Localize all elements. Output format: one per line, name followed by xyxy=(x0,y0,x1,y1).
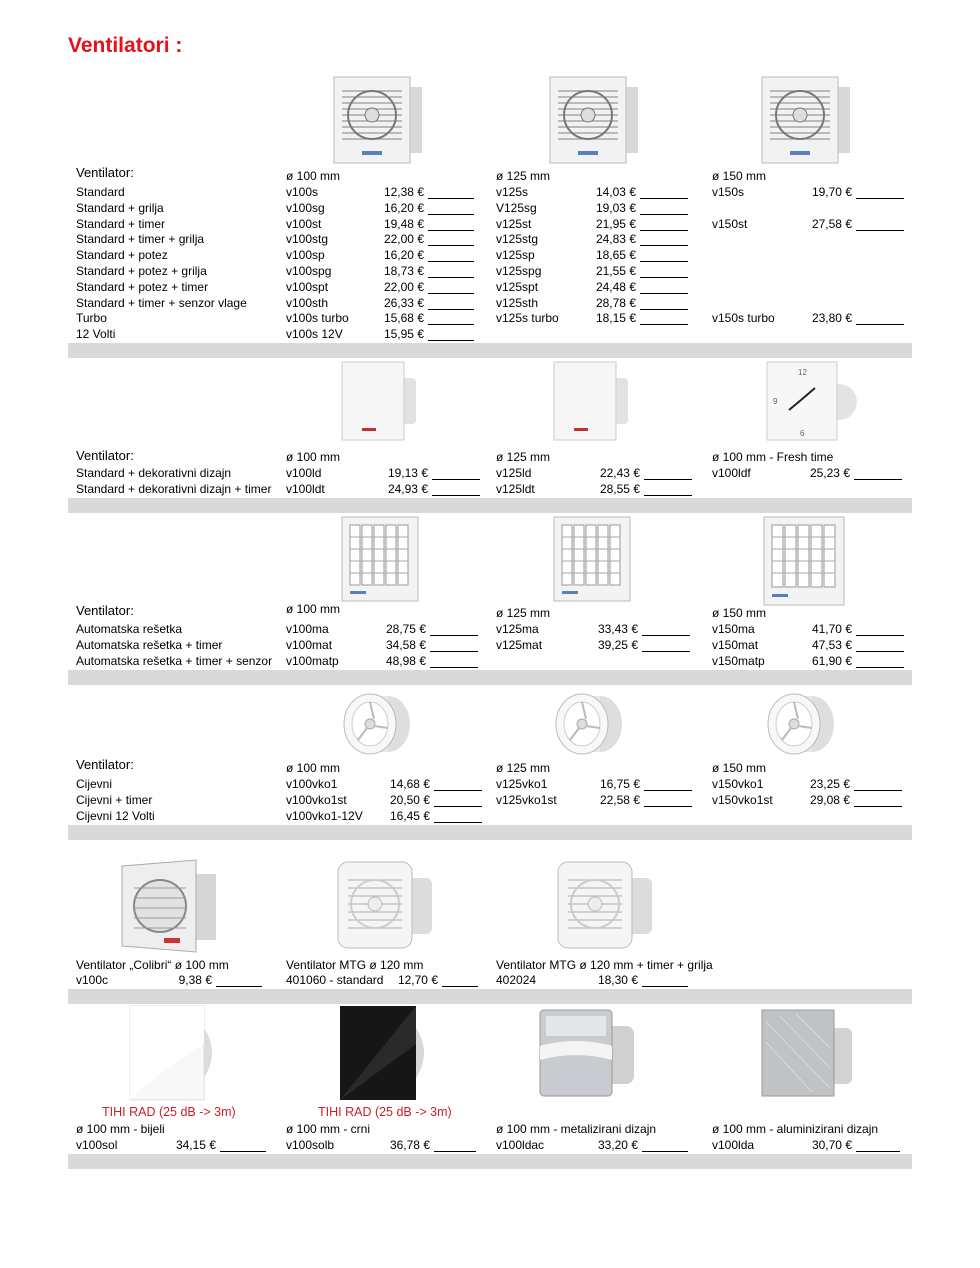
order-blank xyxy=(644,479,692,480)
product-price: 22,43 € xyxy=(599,466,640,480)
product-price: 19,70 € xyxy=(811,185,852,199)
product-price: 21,95 € xyxy=(595,216,636,231)
fan-aluminium-design-image xyxy=(760,1008,856,1100)
product-price: 25,23 € xyxy=(809,466,850,480)
product-code: v150matp xyxy=(712,654,765,668)
product-price: 19,13 € xyxy=(387,466,428,480)
product-price: 15,95 € xyxy=(383,327,424,342)
product-code: v100c xyxy=(76,973,109,987)
product-code: v125spt xyxy=(496,279,539,294)
product-code: v100vko1-12V xyxy=(286,809,363,823)
order-blank xyxy=(434,790,482,791)
product-price: 29,08 € xyxy=(809,793,850,807)
product-code: v150s turbo xyxy=(712,311,775,326)
row-label: Automatska rešetka + timer xyxy=(76,638,223,652)
order-blank xyxy=(644,806,692,807)
order-blank xyxy=(216,986,262,987)
section-divider xyxy=(68,1154,912,1169)
product-code: v125vko1 xyxy=(496,777,548,791)
product-name: ø 100 mm - aluminizirani dizajn xyxy=(712,1122,879,1136)
product-code: v100solb xyxy=(286,1138,335,1152)
fan-decorative-125-image xyxy=(552,360,632,444)
column-size: ø 100 mm xyxy=(286,761,341,775)
product-code: v125s xyxy=(496,185,529,199)
row-label: Automatska rešetka + timer + senzor xyxy=(76,654,273,668)
order-blank xyxy=(856,651,904,652)
order-blank xyxy=(640,261,688,262)
product-code: v125stg xyxy=(496,232,539,247)
product-price: 28,75 € xyxy=(385,622,426,636)
row-label: Standard + grilja xyxy=(76,200,164,215)
row-label: Standard + timer + senzor vlage xyxy=(76,295,247,310)
order-blank xyxy=(644,790,692,791)
product-name: ø 100 mm - metalizirani dizajn xyxy=(496,1122,657,1136)
section-header: Ventilator: xyxy=(76,448,134,463)
product-price: 30,70 € xyxy=(811,1138,852,1152)
svg-text:12: 12 xyxy=(798,368,807,377)
section-divider xyxy=(68,670,912,685)
column-size: ø 100 mm xyxy=(286,450,341,464)
product-price: 9,38 € xyxy=(178,973,212,987)
product-price: 15,68 € xyxy=(383,311,424,326)
product-code: v125sp xyxy=(496,248,535,263)
product-code: v100spt xyxy=(286,279,329,294)
product-price: 16,45 € xyxy=(389,809,430,823)
svg-text:9: 9 xyxy=(773,397,778,406)
fan-decorative-100-image xyxy=(340,360,420,444)
product-code: v125spg xyxy=(496,264,542,278)
order-blank xyxy=(640,214,688,215)
product-code: v100sg xyxy=(286,200,325,215)
product-price: 12,70 € xyxy=(397,973,438,987)
product-name: Ventilator MTG ø 120 mm + timer + grilja xyxy=(496,958,713,972)
row-label: Standard + potez xyxy=(76,248,168,263)
product-code: v100sol xyxy=(76,1138,118,1152)
product-code: v150s xyxy=(712,185,745,199)
row-label: Turbo xyxy=(76,311,107,326)
page-title: Ventilatori : xyxy=(68,34,183,57)
product-code: v125ma xyxy=(496,622,539,636)
silent-operation-note: TIHI RAD (25 dB -> 3m) xyxy=(102,1105,236,1119)
product-code: v100ma xyxy=(286,622,329,636)
product-code: v100mat xyxy=(286,638,333,652)
order-blank xyxy=(856,198,904,199)
column-size: ø 100 mm xyxy=(286,602,341,616)
order-blank xyxy=(428,230,474,231)
fan-fresh-time-clock-image xyxy=(765,360,861,444)
column-size: ø 150 mm xyxy=(712,169,767,183)
product-price: 28,78 € xyxy=(595,295,636,310)
product-price: 16,20 € xyxy=(383,200,424,215)
order-blank xyxy=(428,324,474,325)
row-label: Cijevni xyxy=(76,777,113,791)
product-name: Ventilator „Colibri“ ø 100 mm xyxy=(76,958,229,972)
product-price: 48,98 € xyxy=(385,654,426,668)
fan-automatic-shutter-150-image xyxy=(762,515,848,607)
fan-mtg-timer-image xyxy=(556,858,656,954)
product-code: v100ldac xyxy=(496,1138,545,1152)
order-blank xyxy=(640,230,688,231)
product-price: 19,03 € xyxy=(595,200,636,215)
order-blank xyxy=(856,1151,900,1152)
product-code: v125mat xyxy=(496,638,543,652)
product-price: 26,33 € xyxy=(383,295,424,310)
section-divider xyxy=(68,343,912,358)
column-size: ø 125 mm xyxy=(496,450,551,464)
product-price: 18,30 € xyxy=(597,973,638,987)
row-label: 12 Volti xyxy=(76,327,116,342)
row-label: Standard + timer xyxy=(76,216,166,231)
product-code: v100s 12V xyxy=(286,327,343,342)
svg-text:6: 6 xyxy=(800,429,805,438)
product-code: v100st xyxy=(286,216,322,231)
order-blank xyxy=(430,651,478,652)
product-code: v125ld xyxy=(496,466,532,480)
product-price: 41,70 € xyxy=(811,622,852,636)
row-label: Standard + potez + timer xyxy=(76,279,209,294)
order-blank xyxy=(856,667,904,668)
product-code: v100ldt xyxy=(286,482,325,496)
product-price: 34,15 € xyxy=(175,1138,216,1152)
product-code: v100sp xyxy=(286,248,325,263)
fan-duct-125-image xyxy=(548,688,628,760)
product-code: v100s turbo xyxy=(286,311,349,326)
fan-automatic-shutter-100-image xyxy=(340,515,424,605)
product-name: ø 100 mm - crni xyxy=(286,1122,371,1136)
order-blank xyxy=(644,495,692,496)
product-code: 401060 - standard xyxy=(286,973,384,987)
column-size: ø 125 mm xyxy=(496,606,551,620)
product-price: 24,48 € xyxy=(595,279,636,294)
section-divider xyxy=(68,498,912,513)
order-blank xyxy=(428,309,474,310)
product-code: 402024 xyxy=(496,973,537,987)
column-size: ø 150 mm xyxy=(712,761,767,775)
order-blank xyxy=(428,261,474,262)
product-code: v125sth xyxy=(496,295,539,310)
column-size: ø 125 mm xyxy=(496,169,551,183)
product-price: 18,73 € xyxy=(383,264,424,278)
product-code: v100s xyxy=(286,185,319,199)
order-blank xyxy=(430,635,478,636)
order-blank xyxy=(854,790,902,791)
fan-colibri-image xyxy=(118,858,222,956)
order-blank xyxy=(428,277,474,278)
order-blank xyxy=(856,324,904,325)
order-blank xyxy=(642,635,690,636)
product-name: Ventilator MTG ø 120 mm xyxy=(286,958,424,972)
product-price: 12,38 € xyxy=(383,185,424,199)
product-code: v150mat xyxy=(712,638,759,652)
order-blank xyxy=(854,479,902,480)
order-blank xyxy=(640,198,688,199)
product-code: v100lda xyxy=(712,1138,755,1152)
order-blank xyxy=(856,635,904,636)
product-code: v100spg xyxy=(286,264,332,278)
order-blank xyxy=(428,198,474,199)
product-price: 33,43 € xyxy=(597,622,638,636)
row-label: Cijevni + timer xyxy=(76,793,153,807)
row-label: Cijevni 12 Volti xyxy=(76,809,155,823)
fan-standard-100-image xyxy=(332,75,428,165)
row-label: Automatska rešetka xyxy=(76,622,183,636)
product-code: v100stg xyxy=(286,232,329,247)
column-size: ø 100 mm - Fresh time xyxy=(712,450,834,464)
order-blank xyxy=(854,806,902,807)
order-blank xyxy=(640,277,688,278)
order-blank xyxy=(430,667,478,668)
product-code: v125vko1st xyxy=(496,793,557,807)
product-code: v100matp xyxy=(286,654,339,668)
order-blank xyxy=(642,1151,688,1152)
order-blank xyxy=(640,293,688,294)
product-price: 16,75 € xyxy=(599,777,640,791)
fan-standard-125-image xyxy=(548,75,644,165)
product-price: 34,58 € xyxy=(385,638,426,652)
order-blank xyxy=(432,479,480,480)
product-price: 28,55 € xyxy=(599,482,640,496)
product-price: 27,58 € xyxy=(811,216,852,231)
product-code: v100vko1st xyxy=(286,793,347,807)
order-blank xyxy=(442,986,478,987)
order-blank xyxy=(428,340,474,341)
product-price: 39,25 € xyxy=(597,638,638,652)
product-price: 24,93 € xyxy=(387,482,428,496)
product-price: 21,55 € xyxy=(595,264,636,278)
product-price: 18,15 € xyxy=(595,311,636,326)
product-price: 14,68 € xyxy=(389,777,430,791)
column-size: ø 100 mm xyxy=(286,169,341,183)
product-code: V125sg xyxy=(496,200,537,215)
order-blank xyxy=(642,651,690,652)
product-price: 61,90 € xyxy=(811,654,852,668)
row-label: Standard + dekorativni dizajn xyxy=(76,466,232,480)
fan-automatic-shutter-125-image xyxy=(552,515,636,605)
product-price: 24,83 € xyxy=(595,232,636,247)
product-price: 22,00 € xyxy=(383,279,424,294)
section-divider xyxy=(68,825,912,840)
order-blank xyxy=(428,245,474,246)
silent-operation-note: TIHI RAD (25 dB -> 3m) xyxy=(318,1105,452,1119)
fan-silent-white-image xyxy=(128,1004,224,1102)
order-blank xyxy=(432,495,480,496)
product-code: v125ldt xyxy=(496,482,535,496)
product-price: 14,03 € xyxy=(595,185,636,199)
order-blank xyxy=(434,822,482,823)
product-name: ø 100 mm - bijeli xyxy=(76,1122,165,1136)
product-price: 16,20 € xyxy=(383,248,424,263)
row-label: Standard xyxy=(76,185,125,199)
product-code: v125s turbo xyxy=(496,311,559,326)
product-price: 23,80 € xyxy=(811,311,852,326)
fan-duct-150-image xyxy=(760,688,840,760)
order-blank xyxy=(856,230,904,231)
product-code: v150st xyxy=(712,216,748,231)
product-price: 23,25 € xyxy=(809,777,850,791)
section-header: Ventilator: xyxy=(76,165,134,180)
product-price: 20,50 € xyxy=(389,793,430,807)
product-price: 22,58 € xyxy=(599,793,640,807)
order-blank xyxy=(434,806,482,807)
product-price: 33,20 € xyxy=(597,1138,638,1152)
section-header: Ventilator: xyxy=(76,757,134,772)
product-price: 18,65 € xyxy=(595,248,636,263)
fan-duct-100-image xyxy=(336,688,416,760)
product-code: v125st xyxy=(496,216,532,231)
order-blank xyxy=(428,293,474,294)
row-label: Standard + potez + grilja xyxy=(76,264,207,278)
order-blank xyxy=(640,324,688,325)
order-blank xyxy=(640,309,688,310)
row-label: Standard + dekorativni dizajn + timer xyxy=(76,482,272,496)
section-divider xyxy=(68,989,912,1004)
section-header: Ventilator: xyxy=(76,603,134,618)
product-code: v150vko1st xyxy=(712,793,773,807)
order-blank xyxy=(220,1151,266,1152)
product-code: v100sth xyxy=(286,295,329,310)
fan-mtg-standard-image xyxy=(336,858,436,954)
order-blank xyxy=(642,986,688,987)
product-code: v150ma xyxy=(712,622,755,636)
row-label: Standard + timer + grilja xyxy=(76,232,205,247)
column-size: ø 125 mm xyxy=(496,761,551,775)
product-price: 19,48 € xyxy=(383,216,424,231)
product-price: 22,00 € xyxy=(383,232,424,247)
order-blank xyxy=(640,245,688,246)
product-code: v150vko1 xyxy=(712,777,764,791)
product-price: 47,53 € xyxy=(811,638,852,652)
product-code: v100vko1 xyxy=(286,777,338,791)
fan-silent-black-image xyxy=(338,1004,434,1102)
column-size: ø 150 mm xyxy=(712,606,767,620)
product-code: v100ldf xyxy=(712,466,751,480)
product-code: v100ld xyxy=(286,466,322,480)
fan-metallic-design-image xyxy=(538,1008,638,1100)
order-blank xyxy=(428,214,474,215)
order-blank xyxy=(434,1151,476,1152)
fan-standard-150-image xyxy=(760,75,856,165)
product-price: 36,78 € xyxy=(389,1138,430,1152)
